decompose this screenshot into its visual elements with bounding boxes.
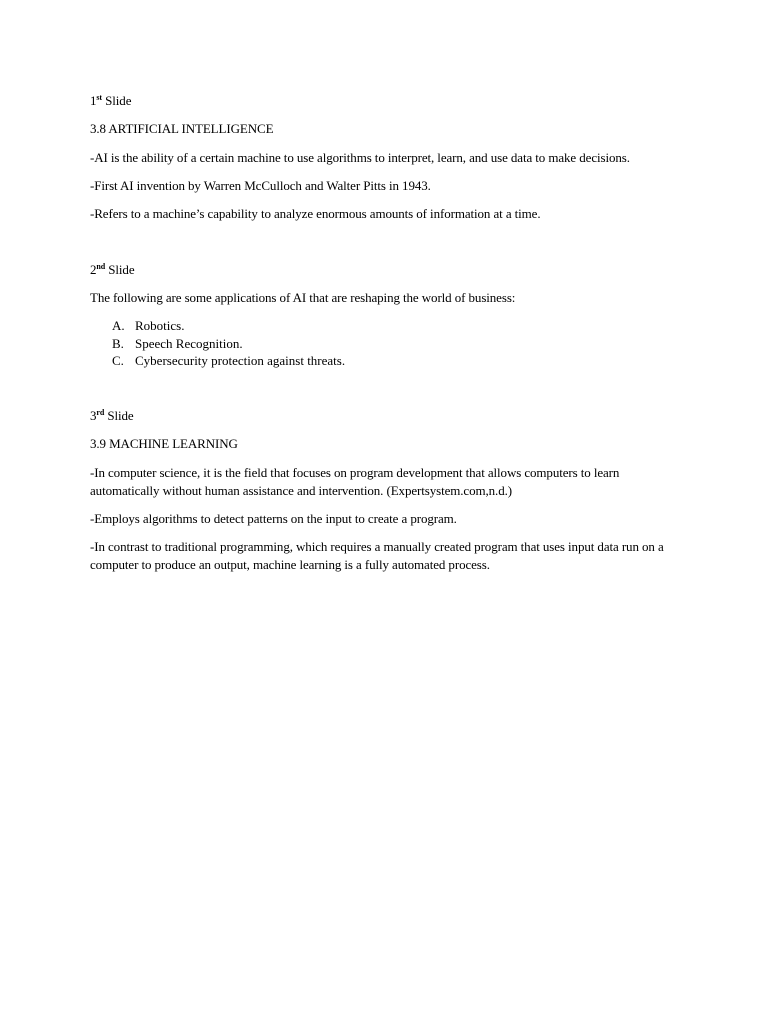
list-item <box>112 317 345 335</box>
slide-label-number: 1 <box>90 93 97 108</box>
slide-label-word: Slide <box>105 93 132 108</box>
paragraph: -First AI invention by Warren McCulloch and Walter Pitts in 1943. <box>90 178 431 193</box>
slide-label-3 <box>90 407 134 425</box>
list-marker: B. <box>112 335 124 351</box>
list-item <box>112 335 345 353</box>
paragraph: -AI is the ability of a certain machine to use algorithms to interpret, learn, and use data to make decisions. <box>90 150 630 165</box>
paragraph: -In contrast to traditional programming, which requires a manually created program that uses input data run on a computer to produce an output, machine learning is a fully automated process. <box>90 539 664 572</box>
slide-label-ordinal: nd <box>96 262 106 271</box>
paragraph: -In computer science, it is the field that focuses on program development that allows computers to learn automatically without human assistance and intervention. (Expertsystem.com,n.d.) <box>90 465 620 498</box>
slide-label-word: Slide <box>108 262 135 277</box>
slide-label-number: 3 <box>90 408 97 423</box>
section-heading-ai: 3.8 ARTIFICIAL INTELLIGENCE <box>90 121 274 136</box>
list-marker: A. <box>112 318 125 333</box>
slide-label-1 <box>90 92 131 110</box>
list-marker: C. <box>112 353 124 368</box>
slide-label-ordinal: st <box>96 93 102 102</box>
paragraph: -Employs algorithms to detect patterns on the input to create a program. <box>90 511 457 526</box>
section-heading-ml: 3.9 MACHINE LEARNING <box>90 436 238 451</box>
list-item-text: Speech Recognition. <box>135 335 243 351</box>
list-item-text: Robotics. <box>135 318 185 333</box>
list-item-text: Cybersecurity protection against threats. <box>135 353 346 368</box>
slide-label-ordinal: rd <box>96 408 105 417</box>
list-item <box>112 352 345 370</box>
slide-label-2 <box>90 261 135 279</box>
applications-list <box>112 317 345 370</box>
slide-label-word: Slide <box>107 408 134 423</box>
paragraph: -Refers to a machine’s capability to analyze enormous amounts of information at a time. <box>90 206 541 221</box>
slide-label-number: 2 <box>90 262 97 277</box>
paragraph-intro: The following are some applications of AI that are reshaping the world of business: <box>90 290 516 305</box>
